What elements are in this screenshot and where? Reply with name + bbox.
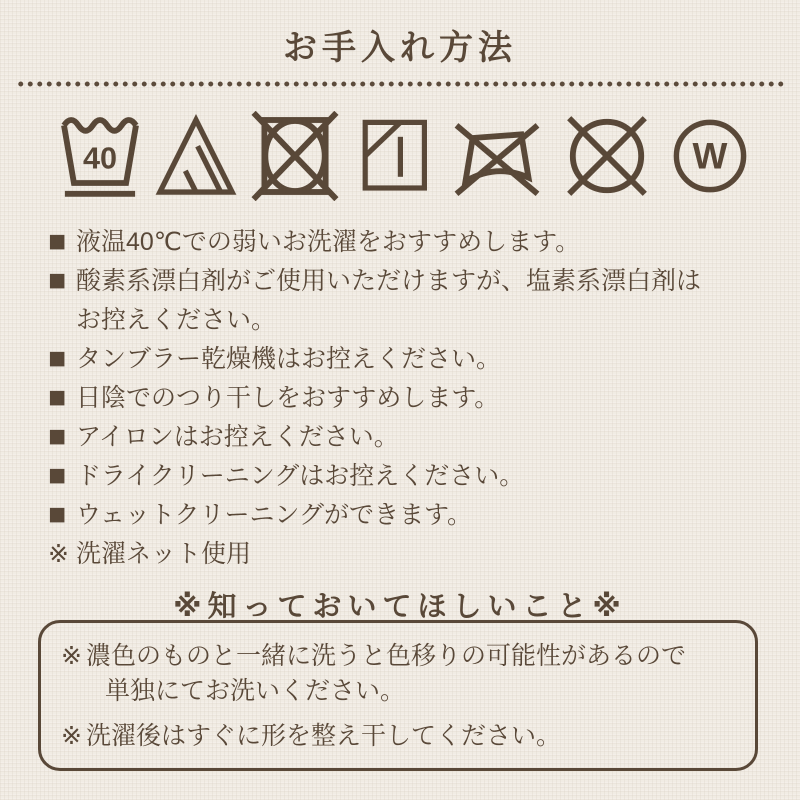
notes-box: [38, 620, 758, 771]
care-item-iron: [48, 418, 764, 457]
bullet-square-icon: ■: [48, 225, 67, 258]
note-item-color-transfer: [61, 639, 737, 709]
reference-mark-icon: ※: [61, 722, 82, 750]
note-text: 洗濯後はすぐに形を整え干してください。: [86, 722, 562, 750]
care-item-bleach: [48, 262, 764, 340]
section-heading: ※知っておいてほしいこと※: [173, 591, 627, 623]
care-instructions-list: [48, 223, 764, 574]
wash-tub-40-icon: [58, 111, 142, 201]
note-text: 濃色のものと一緒に洗うと色移りの可能性があるので: [86, 642, 687, 670]
reference-mark-icon: ※: [61, 642, 82, 670]
dotted-divider: [16, 81, 784, 87]
care-item-text: アイロンはお控えください。: [76, 423, 399, 451]
bullet-square-icon: ■: [48, 342, 67, 375]
care-item-wash: [48, 223, 764, 262]
care-item-text: 液温40℃での弱いお洗濯をおすすめします。: [76, 228, 581, 256]
care-item-text: ドライクリーニングはお控えください。: [76, 462, 525, 490]
wash-temp-label: 40: [82, 141, 118, 176]
no-dry-clean-icon: [559, 111, 655, 201]
no-tumble-dry-icon: [249, 111, 341, 201]
care-item-wet-clean: [48, 496, 764, 535]
bullet-square-icon: ■: [48, 420, 67, 453]
note-item-reshape-dry: [61, 719, 737, 754]
no-iron-icon: [447, 111, 547, 201]
bullet-square-icon: ■: [48, 498, 67, 531]
reference-mark-icon: ※: [48, 540, 69, 568]
care-item-laundry-net: [48, 535, 764, 574]
care-item-text: 日陰でのつり干しをおすすめします。: [76, 384, 500, 412]
wet-clean-icon: [668, 111, 752, 201]
bullet-square-icon: ■: [48, 381, 67, 414]
bullet-square-icon: ■: [48, 264, 67, 297]
shade-line-dry-icon: [354, 111, 434, 201]
care-item-dry-clean: [48, 457, 764, 496]
care-item-text: 洗濯ネット使用: [76, 540, 252, 568]
care-item-text: 酸素系漂白剤がご使用いただけますが、塩素系漂白剤は: [76, 267, 702, 295]
bullet-square-icon: ■: [48, 459, 67, 492]
care-item-text: タンブラー乾燥機はお控えください。: [76, 345, 502, 373]
care-item-tumble-dry: [48, 340, 764, 379]
note-text: 単独にてお洗いください。: [105, 677, 406, 705]
wet-clean-label: W: [692, 135, 728, 177]
care-item-text: お控えください。: [76, 306, 277, 334]
care-item-shade-dry: [48, 379, 764, 418]
page-title: お手入れ方法: [283, 29, 517, 67]
bleach-triangle-icon: [155, 111, 237, 201]
care-item-text: ウェットクリーニングができます。: [76, 501, 473, 529]
care-symbols-row: [0, 111, 800, 201]
